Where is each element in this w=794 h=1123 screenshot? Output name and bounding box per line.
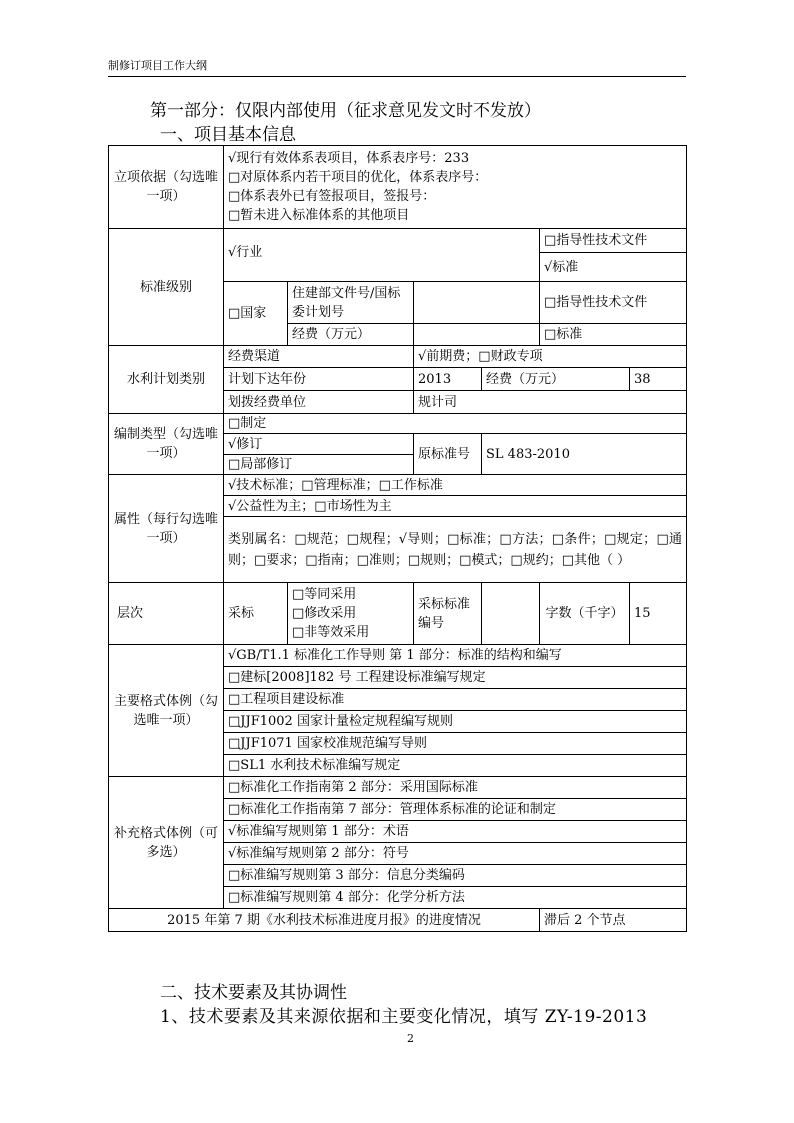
plan-fee-value[interactable]: 38 <box>630 368 687 391</box>
supp-item[interactable]: √标准编写规则第 1 部分：术语 <box>224 821 687 843</box>
attr-row-1[interactable]: √技术标准；□管理标准；□工作标准 <box>224 475 687 496</box>
format-item[interactable]: □JJF1002 国家计量检定规程编写规则 <box>224 711 687 733</box>
channel-value[interactable]: √前期费；□财政专项 <box>414 346 687 368</box>
header-rule <box>108 76 686 77</box>
year-label: 计划下达年份 <box>224 368 414 391</box>
supp-item[interactable]: √标准编写规则第 2 部分：符号 <box>224 843 687 865</box>
year-value[interactable]: 2013 <box>414 368 482 391</box>
format-item[interactable]: □工程项目建设标准 <box>224 689 687 711</box>
compile-make-option[interactable]: □制定 <box>224 414 687 434</box>
level-national-option[interactable]: □国家 <box>224 282 288 346</box>
adopt-code-label: 采标标准编号 <box>414 583 482 645</box>
level-fee-label: 经费（万元） <box>288 324 414 346</box>
channel-label: 经费渠道 <box>224 346 414 368</box>
plan-label: 水利计划类别 <box>109 346 224 414</box>
compile-revise-option[interactable]: √修订 <box>224 434 414 455</box>
progress-value[interactable]: 滞后 2 个节点 <box>540 909 687 932</box>
format-item[interactable]: □JJF1071 国家校准规范编写导则 <box>224 733 687 755</box>
level-standard-option-2[interactable]: □标准 <box>540 324 687 346</box>
level-industry-option[interactable]: √行业 <box>224 229 540 282</box>
supp-item[interactable]: □标准化工作指南第 7 部分：管理体系标准的论证和制定 <box>224 799 687 821</box>
basis-option[interactable]: □暂未进入标准体系的其他项目 <box>228 208 410 223</box>
supp-item[interactable]: □标准化工作指南第 2 部分：采用国际标准 <box>224 777 687 799</box>
compile-partial-option[interactable]: □局部修订 <box>224 455 414 475</box>
format-item[interactable]: □SL1 水利技术标准编写规定 <box>224 755 687 777</box>
page-number: 2 <box>407 1032 414 1045</box>
compile-label: 编制类型（勾选唯一项） <box>109 414 224 475</box>
section-2-title: 二、技术要素及其协调性 <box>160 983 347 1003</box>
basis-option[interactable]: □体系表外已有签报项目，签报号： <box>228 189 436 204</box>
words-label: 字数（千字） <box>540 583 630 645</box>
level-standard-option-1[interactable]: √标准 <box>540 253 687 282</box>
adopt-label: 采标 <box>224 583 288 645</box>
layer-label: 层次 <box>109 583 224 645</box>
section-1-title: 一、项目基本信息 <box>160 125 296 145</box>
attr-label: 属性（每行勾选唯一项） <box>109 475 224 583</box>
basis-label: 立项依据（勾选唯一项） <box>109 146 224 229</box>
unit-value[interactable]: 规计司 <box>414 391 687 414</box>
adopt-code-value[interactable] <box>482 583 540 645</box>
unit-label: 划拨经费单位 <box>224 391 414 414</box>
plan-number-label: 住建部文件号/国标委计划号 <box>288 282 414 324</box>
adopt-option[interactable]: □修改采用 <box>292 606 357 621</box>
level-guide-option-2[interactable]: □指导性技术文件 <box>540 282 687 324</box>
format-item[interactable]: □建标[2008]182 号 工程建设标准编写规定 <box>224 667 687 689</box>
level-guide-option-1[interactable]: □指导性技术文件 <box>540 229 687 253</box>
attr-row-3[interactable]: 类别属名：□规范；□规程；√导则；□标准；□方法；□条件；□规定；□通则；□要求；□指南；□准则；□规则；□模式；□规约；□其他（ ） <box>224 517 687 583</box>
progress-label: 2015 年第 7 期《水利技术标准进度月报》的进度情况 <box>109 909 540 932</box>
project-info-table <box>108 145 687 932</box>
format-label: 主要格式体例（勾选唯一项） <box>109 645 224 777</box>
supp-label: 补充格式体例（可多选） <box>109 777 224 909</box>
basis-option[interactable]: □对原体系内若干项目的优化，体系表序号： <box>228 170 488 185</box>
supp-item[interactable]: □标准编写规则第 4 部分：化学分析方法 <box>224 887 687 909</box>
adopt-options <box>288 583 414 645</box>
original-standard-label: 原标准号 <box>414 434 482 475</box>
part-title: 第一部分：仅限内部使用（征求意见发文时不发放） <box>150 101 541 121</box>
plan-fee-label: 经费（万元） <box>482 368 630 391</box>
words-value[interactable]: 15 <box>630 583 687 645</box>
level-fee-value[interactable] <box>414 324 540 346</box>
original-standard-value[interactable]: SL 483-2010 <box>482 434 687 475</box>
technical-elements-item: 1、技术要素及其来源依据和主要变化情况，填写 ZY-19-2013 <box>160 1007 648 1027</box>
running-header: 制修订项目工作大纲 <box>108 59 207 72</box>
format-item[interactable]: √GB/T1.1 标准化工作导则 第 1 部分：标准的结构和编写 <box>224 645 687 667</box>
basis-option[interactable]: √现行有效体系表项目，体系表序号：233 <box>228 151 470 166</box>
basis-options <box>224 146 687 229</box>
adopt-option[interactable]: □等同采用 <box>292 587 357 602</box>
supp-item[interactable]: □标准编写规则第 3 部分：信息分类编码 <box>224 865 687 887</box>
attr-row-2[interactable]: √公益性为主；□市场性为主 <box>224 496 687 517</box>
level-label: 标准级别 <box>109 229 224 346</box>
adopt-option[interactable]: □非等效采用 <box>292 625 370 640</box>
plan-number-value[interactable] <box>414 282 540 324</box>
